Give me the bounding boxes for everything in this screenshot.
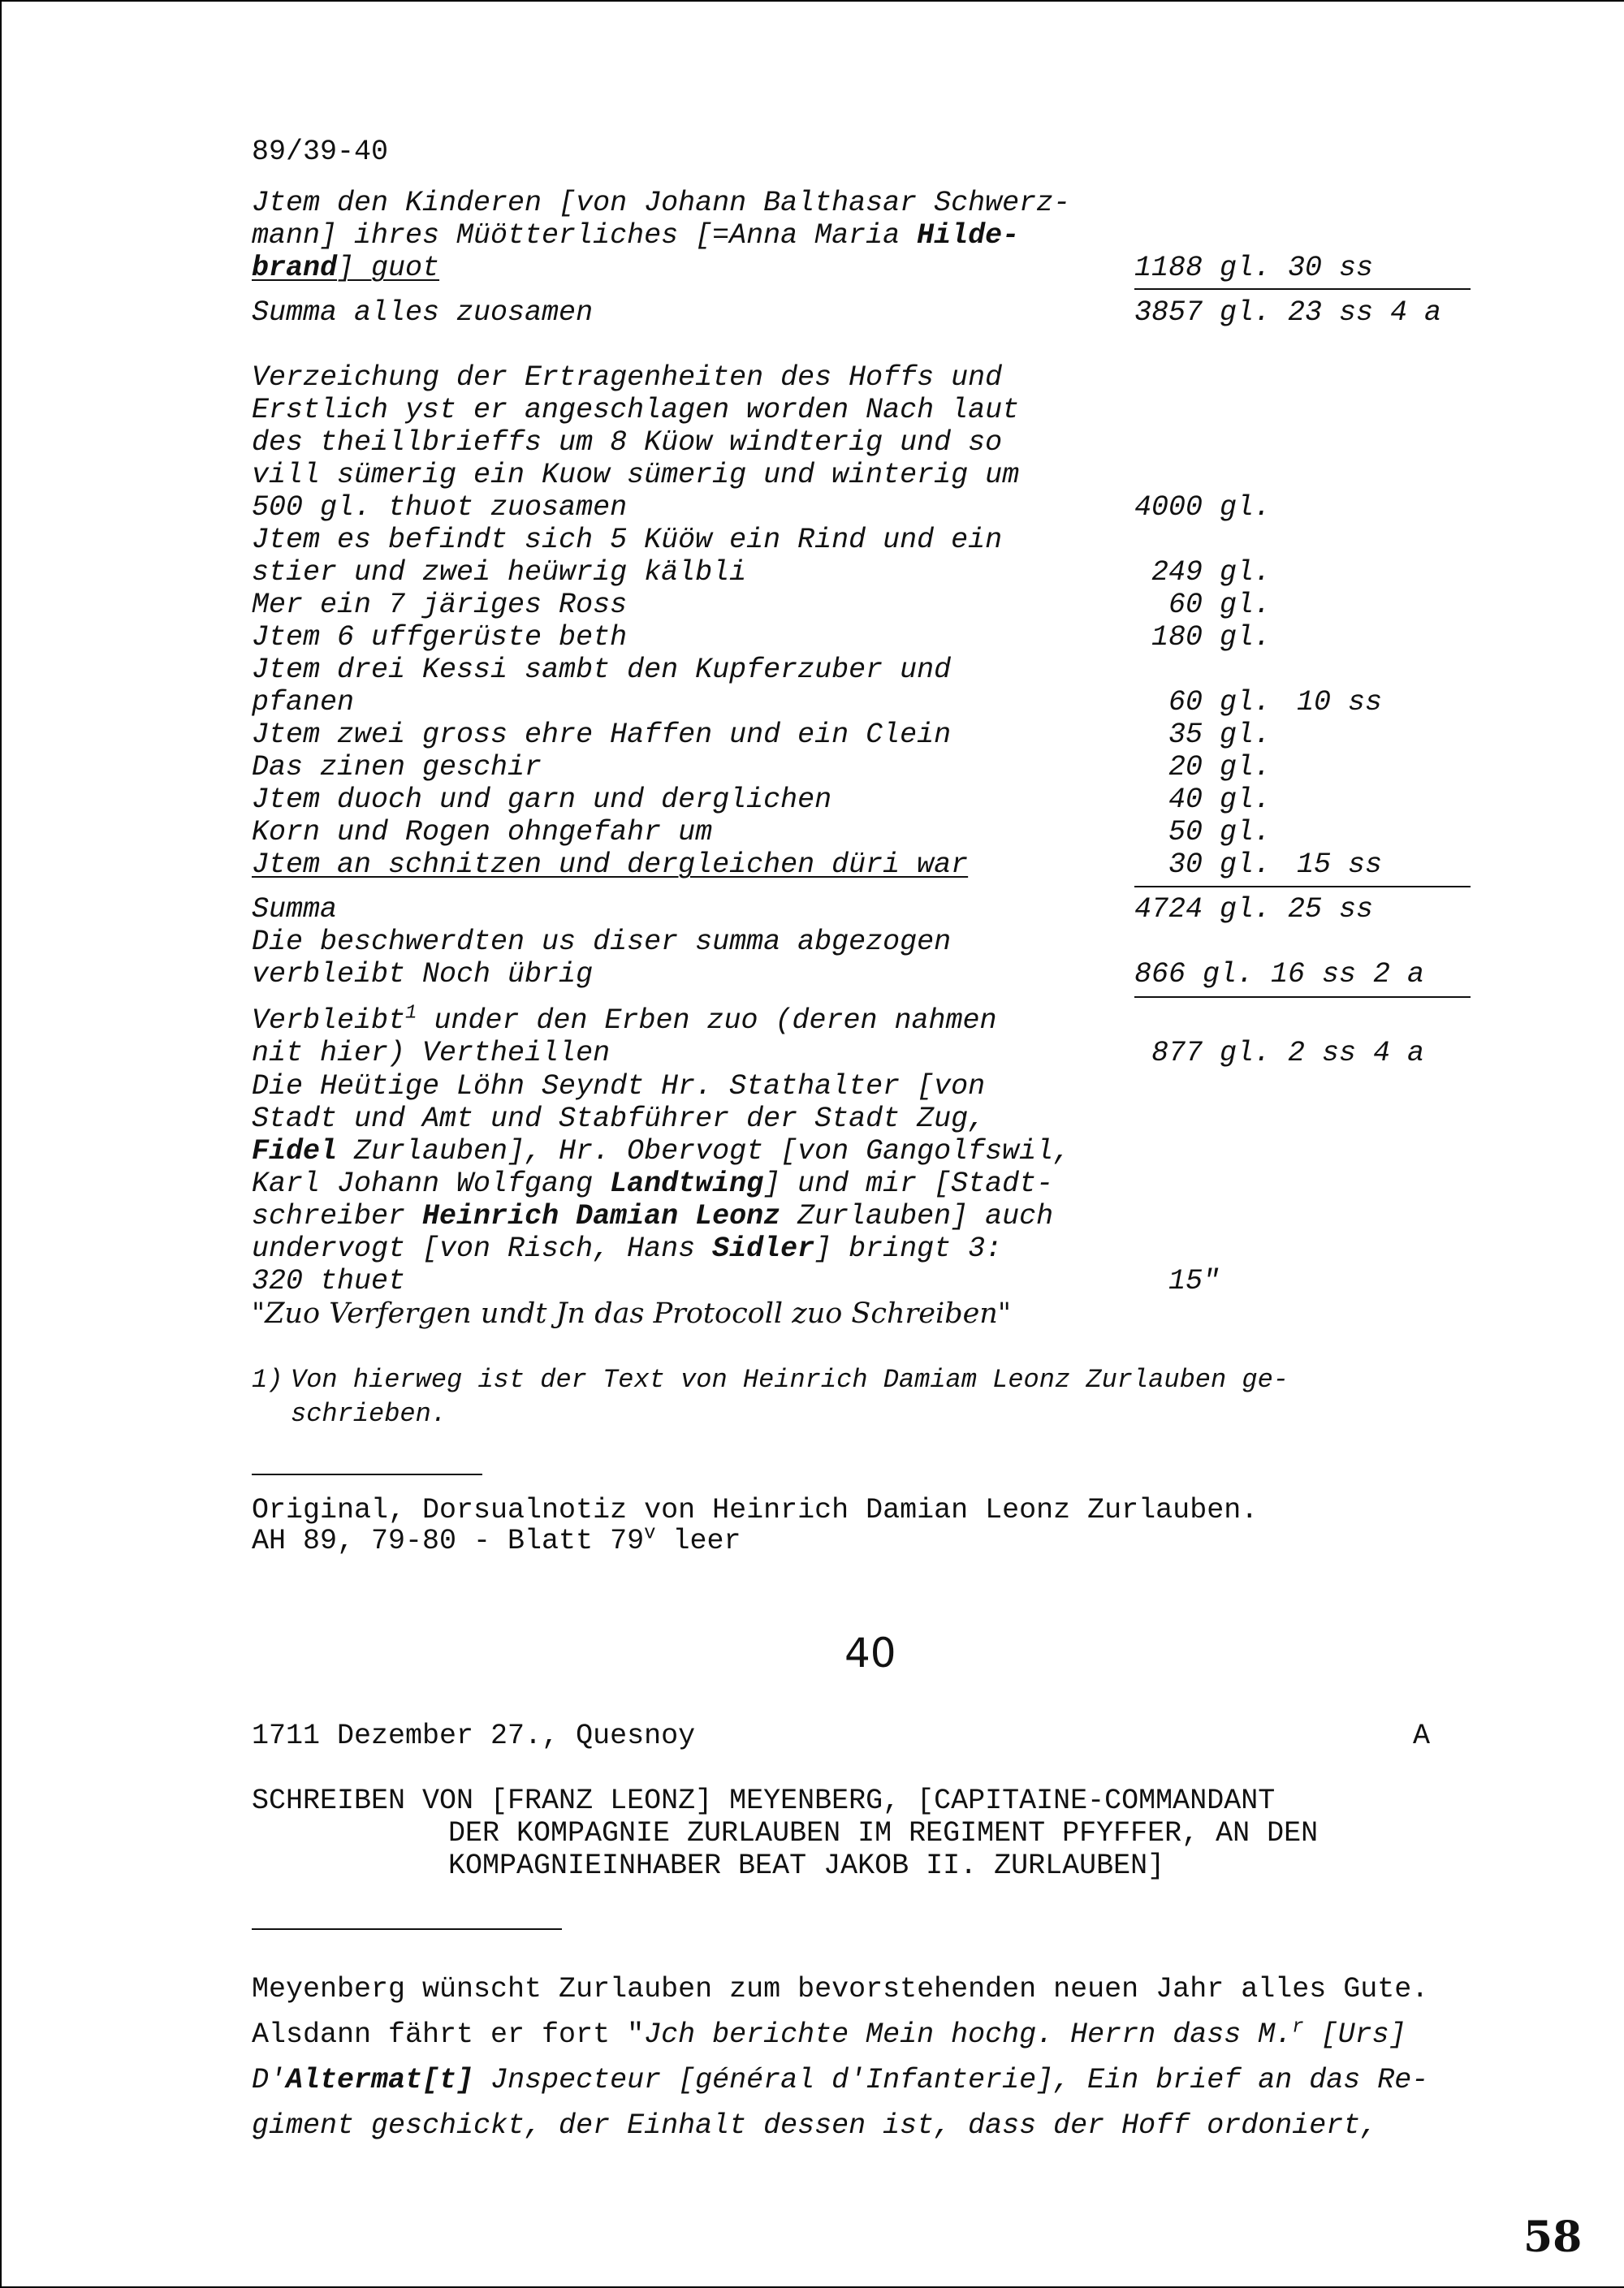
entry-line: Erstlich yst er angeschlagen worden Nach laut [252, 394, 1020, 426]
entry-line: verbleibt Noch übrig [252, 958, 594, 991]
source-note: AH 89, 79-80 - Blatt 79$^v$ leer [252, 1522, 741, 1557]
entry-line: Jtem es befindt sich 5 Küöw ein Rind und ein [252, 524, 1003, 556]
sum-rule [1134, 996, 1471, 998]
handwritten-quote: "Zuo Verfergen undt Jn das Protocoll zuo Schreiben" [252, 1297, 1011, 1330]
entry-line: schreiber Heinrich Damian Leonz Zurlauben] auch [252, 1200, 1054, 1232]
body-text: Meyenberg wünscht Zurlauben zum bevorstehenden neuen Jahr alles Gute. [252, 1973, 1429, 2005]
entry-line: mann] ihres Müötterliches [=Anna Maria Hilde- [252, 219, 1020, 252]
entry-line: pfanen [252, 686, 355, 719]
dateline-mark: A [1413, 1720, 1431, 1752]
amount-gl: 60 gl. [1168, 589, 1272, 621]
amount: 3857 gl. 23 ss 4 a [1134, 296, 1442, 329]
amount-gl: 30 gl. [1168, 848, 1272, 881]
entry-line: des theillbrieffs um 8 Küow windterig und so [252, 426, 1003, 459]
page-number: 58 [1523, 2212, 1583, 2262]
entry-line: Jtem den Kinderen [von Johann Balthasar Schwerz- [252, 187, 1071, 219]
regest-heading: DER KOMPAGNIE ZURLAUBEN IM REGIMENT PFYFFER, AN DEN [448, 1817, 1319, 1850]
entry-line: Fidel Zurlauben], Hr. Obervogt [von Gangolfswil, [252, 1135, 1071, 1168]
entry-line: nit hier) Vertheillen [252, 1037, 611, 1069]
entry-line: Jtem 6 uffgerüste beth [252, 621, 628, 654]
entry-line: Stadt und Amt und Stabführer der Stadt Zug, [252, 1103, 986, 1135]
amount-gl: 35 gl. [1168, 719, 1272, 751]
entry-line: Jtem duoch und garn und derglichen [252, 784, 832, 816]
amount-ss: 15 ss [1297, 848, 1383, 881]
sum-rule [1134, 886, 1471, 887]
entry-line: Die Heütige Löhn Seyndt Hr. Stathalter [von [252, 1070, 986, 1103]
amount-gl: 249 gl. [1151, 556, 1272, 589]
amount: 4724 gl. 25 ss [1134, 893, 1374, 926]
amount-gl: 180 gl. [1151, 621, 1272, 654]
entry-line: 320 thuet [252, 1265, 406, 1297]
summa-label: Summa [252, 893, 338, 926]
entry-underlined-text: brand] guot [252, 252, 440, 284]
amount: 877 gl. 2 ss 4 a [1151, 1037, 1425, 1069]
regest-heading: KOMPAGNIEINHABER BEAT JAKOB II. ZURLAUBEN] [448, 1850, 1165, 1882]
amount: 15" [1168, 1265, 1220, 1297]
body-text: giment geschickt, der Einhalt dessen ist, dass der Hoff ordoniert, [252, 2109, 1378, 2142]
entry-line: Verbleibt$^1$ under den Erben zuo (deren nahmen [252, 1002, 997, 1037]
entry-line: Verzeichung der Ertragenheiten des Hoffs und [252, 361, 1003, 394]
entry-line: Karl Johann Wolfgang Landtwing] und mir [Stadt- [252, 1168, 1054, 1200]
footnote-text: Von hierweg ist der Text von Heinrich Damiam Leonz Zurlauben ge- [291, 1365, 1289, 1395]
separator-line [252, 1928, 562, 1930]
entry-line: stier und zwei heüwrig kälbli [252, 556, 747, 589]
dateline: 1711 Dezember 27., Quesnoy [252, 1720, 696, 1752]
amount: 4000 gl. [1134, 491, 1272, 524]
body-text: D'Altermat[t] Jnspecteur [général d'Infanterie], Ein brief an das Re- [252, 2064, 1429, 2096]
entry-line: vill sümerig ein Kuow sümerig und winterig um [252, 459, 1020, 491]
regest-heading: SCHREIBEN VON [FRANZ LEONZ] MEYENBERG, [CAPITAINE-COMMANDANT [252, 1785, 1276, 1817]
entry-line: Korn und Rogen ohngefahr um [252, 816, 713, 848]
amount: 866 gl. 16 ss 2 a [1134, 958, 1425, 991]
source-note: Original, Dorsualnotiz von Heinrich Damian Leonz Zurlauben. [252, 1494, 1259, 1526]
document-reference: 89/39-40 [252, 136, 389, 168]
entry-line [252, 252, 439, 284]
summa-label: Summa alles zuosamen [252, 296, 594, 329]
document-number: 40 [844, 1630, 896, 1677]
entry-line: Die beschwerdten us diser summa abgezogen [252, 926, 952, 958]
amount: 1188 gl. 30 ss [1134, 252, 1374, 284]
entry-line: Jtem zwei gross ehre Haffen und ein Clein [252, 719, 952, 751]
entry-line: Mer ein 7 järiges Ross [252, 589, 628, 621]
footnote-marker: 1) [252, 1365, 283, 1395]
footnote-text: schrieben. [291, 1399, 447, 1429]
entry-line: Jtem drei Kessi sambt den Kupferzuber und [252, 654, 952, 686]
entry-line: 500 gl. thuot zuosamen [252, 491, 628, 524]
body-text: Alsdann fährt er fort "Jch berichte Mein hochg. Herrn dass M.$^r$ [Urs] [252, 2016, 1406, 2051]
entry-line: undervogt [von Risch, Hans Sidler] bringt 3: [252, 1232, 1003, 1265]
amount-gl: 60 gl. [1168, 686, 1272, 719]
entry-line: Das zinen geschir [252, 751, 542, 784]
amount-ss: 10 ss [1297, 686, 1383, 719]
amount-gl: 20 gl. [1168, 751, 1272, 784]
amount-gl: 50 gl. [1168, 816, 1272, 848]
amount-gl: 40 gl. [1168, 784, 1272, 816]
sum-rule [1134, 288, 1471, 290]
separator-line [252, 1474, 482, 1475]
entry-line: Jtem an schnitzen und dergleichen düri war [252, 848, 969, 881]
